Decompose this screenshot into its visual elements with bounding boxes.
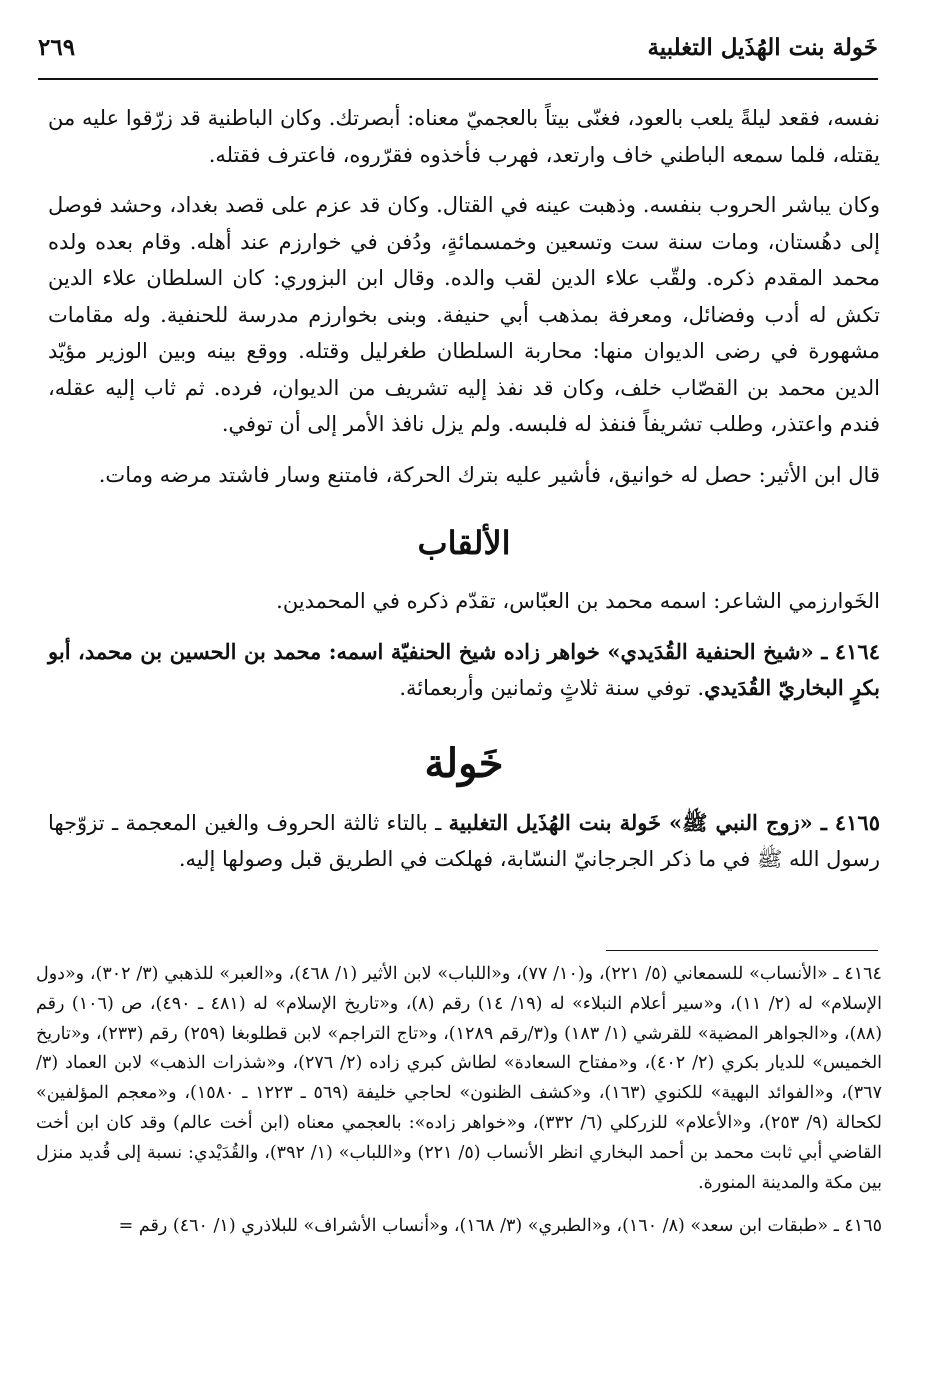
page-header	[38, 34, 878, 74]
paragraph: الخَوارزمي الشاعر: اسمه محمد بن العبّاس، تقدّم ذكره في المحمدين.	[276, 589, 880, 613]
footnote-4165: ٤١٦٥ ـ «طبقات ابن سعد» (٨/ ١٦٠)، و«الطبري» (٣/ ١٦٨)، و«أنساب الأشراف» للبلاذري (١/ ٤٦٠) رقم =	[118, 1216, 882, 1237]
running-title: خَولة بنت الهُذَيل التغلبية	[647, 34, 878, 61]
footnote-rule	[606, 950, 878, 951]
section-heading-alqab: الألقاب	[417, 524, 511, 562]
entry-text: . توفي سنة ثلاثٍ وثمانين وأربعمائة.	[399, 676, 705, 700]
footnote-4164: ٤١٦٤ ـ «الأنساب» للسمعاني (٥/ ٢٢١)، و(١٠/ ٧٧)، و«اللباب» لابن الأثير (١/ ٤٦٨)، و«العبر» للذهبي (٣/ ٣٠٢)، و«دول الإسلام» له (٢/ ١١)، و«سير أعلام النبلاء» له (١٩/ ١٤) رقم (٨)، و«تاريخ الإسلام» له (٤٨١ ـ ٤٩٠)، ص (١٠٦) رقم (٨٨)، و«الجواهر المضية» للقرشي (١/ ١٨٣) و(٣/رقم ١٢٨٩)، و«تاج التراجم» لابن قطلوبغا (٢٥٩) رقم (٢٣٣)، و«تاريخ الخميس» للديار بكري (٢/ ٤٠٢)، و«مفتاح السعادة» لطاش كبري زاده (٢/ ٢٧٦)، و«شذرات الذهب» لابن العماد (٣/ ٣٦٧)، و«الفوائد البهية» للكنوي (١٦٣)، و«كشف الظنون» لحاجي خليفة (٥٦٩ ـ ١٢٢٣ ـ ١٥٨٠)، و«معجم المؤلفين» لكحالة (٩/ ٢٥٣)، و«الأعلام» للزركلي (٦/ ٣٣٢)، و«خواهر زاده»: بالعجمي معناه (ابن أخت عالم) وقد كان ابن أخت القاضي أبي ثابت محمد بن أحمد البخاري انظر الأنساب (٥/ ٢٢١) و«اللباب» (١/ ٣٩٢)، والقُدَيْدي: نسبة إلى قُديد منزل بين مكة والمدينة المنورة.	[36, 964, 883, 1193]
entry-lead: ٤١٦٥ ـ «زوج النبي ﷺ» خَولة بنت الهُذَيل التغلبية	[448, 809, 880, 835]
page-number: ٢٦٩	[38, 34, 76, 61]
section-heading-khawla: خَولة	[424, 739, 504, 787]
paragraph: نفسه، فقعد ليلةً يلعب بالعود، فغنّى بيتاً بالعجميّ معناه: أبصرتك. وكان الباطنية قد زرّقوا عليه من يقتله، فلما سمعه الباطني خاف وارتعد، فهرب فأخذوه فقرّروه، فاعترف فقتله.	[48, 106, 880, 167]
paragraph: قال ابن الأثير: حصل له خوانيق، فأشير عليه بترك الحركة، فامتنع وسار فاشتد مرضه ومات.	[98, 462, 880, 487]
entry-4165	[48, 805, 880, 878]
paragraph: وكان يباشر الحروب بنفسه. وذهبت عينه في القتال. وكان قد عزم على قصد بغداد، وحشد فوصل إلى دهُستان، ومات سنة ست وتسعين وخمسمائةٍ، ودُفن في خوارزم عند أهله. وقام بعده ولده محمد المقدم ذكره. ولقّب علاء الدين لقب والده. وقال ابن البزوري: كان السلطان علاء الدين تكش له أدب وفضائل، ومعرفة بمذهب أبي حنيفة. وبنى بخوارزم مدرسة للحنفية. وله مقامات مشهورة في رضى الديوان منها: محاربة السلطان طغرليل وقتله. ووقع بينه وبين الوزير مؤيّد الدين محمد بن القصّاب خلف، وكان قد نفذ إليه تشريف من الديوان، فرده. ثم ثاب إليه عقله، فندم واعتذر، وطلب تشريفاً فنفذ له فلبسه. ولم يزل نافذ الأمر إلى أن توفي.	[48, 193, 880, 436]
footnotes	[36, 960, 882, 1256]
entry-lead: ٤١٦٤ ـ «شيخ الحنفية القُدَيدي» خواهر زاده شيخ الحنفيّة اسمه: محمد بن الحسين بن محمد، أبو بكرٍ البخاريّ القُدَيدي	[48, 638, 880, 700]
entry-4164	[48, 634, 880, 707]
entry-text: ـ بالتاء ثالثة الحروف والغين المعجمة ـ تزوّجها رسول الله ﷺ في ما ذكر الجرجانيّ النسّابة، فهلكت في الطريق قبل وصولها إليه.	[48, 810, 880, 871]
main-text	[48, 100, 880, 894]
header-rule	[38, 78, 878, 80]
